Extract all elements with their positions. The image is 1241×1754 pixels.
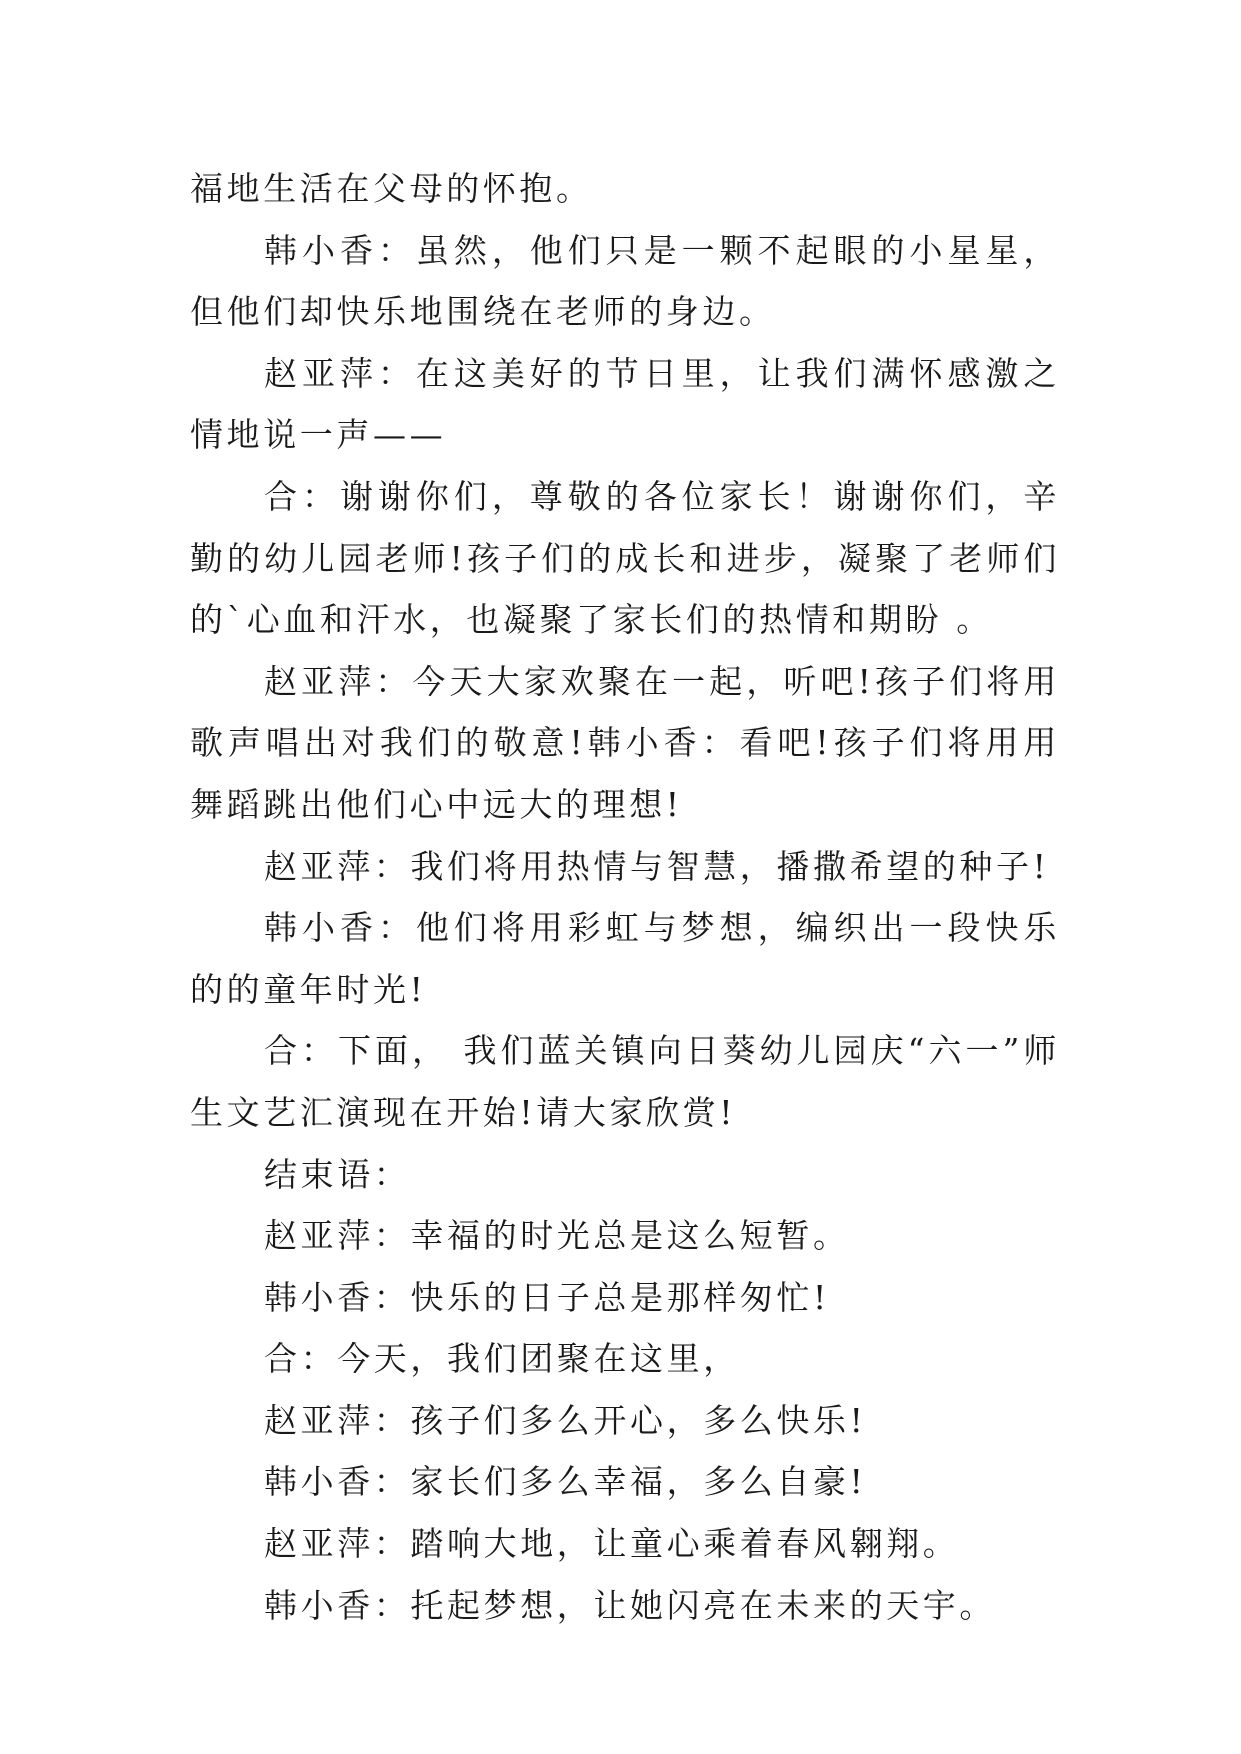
paragraph: 赵亚萍：孩子们多么开心，多么快乐! — [264, 1400, 867, 1440]
paragraph: 韩小香：虽然，他们只是一颗不起眼的小星星，但他们却快乐地围绕在老师的身边。 — [190, 230, 1060, 332]
paragraph: 赵亚萍：在这美好的节日里，让我们满怀感激之情地说一声—— — [190, 353, 1060, 455]
paragraph: 合：今天，我们团聚在这里， — [264, 1339, 740, 1379]
paragraph: 合：谢谢你们，尊敬的各位家长！谢谢你们，辛勤的幼儿园老师!孩子们的成长和进步，凝聚了老师们的`心血和汗水，也凝聚了家长们的热情和期盼 。 — [190, 476, 1060, 640]
paragraph: 赵亚萍：踏响大地，让童心乘着春风翱翔。 — [264, 1524, 960, 1564]
paragraph: 韩小香：他们将用彩虹与梦想，编织出一段快乐的的童年时光! — [190, 908, 1060, 1009]
paragraph: 韩小香：快乐的日子总是那样匆忙! — [264, 1277, 830, 1317]
paragraph: 韩小香：托起梦想，让她闪亮在未来的天宇。 — [264, 1585, 996, 1625]
paragraph: 赵亚萍：我们将用热情与智慧，播撒希望的种子! — [264, 846, 1050, 886]
document-body — [190, 158, 1060, 1636]
paragraph: 结束语： — [264, 1154, 411, 1194]
paragraph: 赵亚萍：幸福的时光总是这么短暂。 — [264, 1216, 850, 1256]
paragraph: 韩小香：家长们多么幸福，多么自豪! — [264, 1462, 867, 1502]
paragraph: 合：下面， 我们蓝关镇向日葵幼儿园庆“六一”师生文艺汇演现在开始!请大家欣赏! — [190, 1031, 1060, 1132]
paragraph: 福地生活在父母的怀抱。 — [190, 169, 593, 208]
paragraph: 赵亚萍：今天大家欢聚在一起，听吧!孩子们将用歌声唱出对我们的敬意!韩小香：看吧!孩子们将用用舞蹈跳出他们心中远大的理想! — [190, 661, 1060, 824]
